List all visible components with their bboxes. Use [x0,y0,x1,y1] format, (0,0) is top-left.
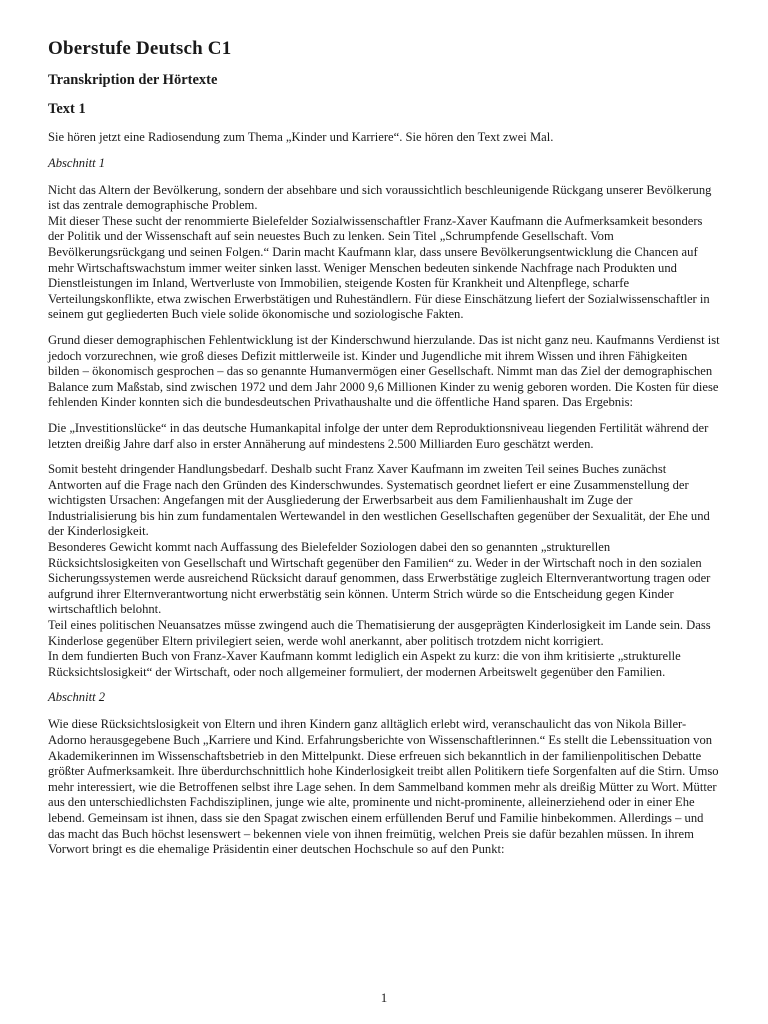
text-heading: Text 1 [48,101,86,117]
paragraph: Teil eines politischen Neuansatzes müsse zwingend auch die Thematisierung der ausgeprägten Kinderlosigkeit im Lande sein. Dass Kinderlose gegenüber Eltern privilegiert seien, werde wohl anerkannt, aber politisch trotzdem nicht korrigiert. [48,618,711,648]
paragraph: Somit besteht dringender Handlungsbedarf. Deshalb sucht Franz Xaver Kaufmann im zweiten Teil seines Buches zunächst Antworten auf die Frage nach den Gründen des Kinderschwundes. Systematisch geordnet liefert er eine Zusammenstellung der wichtigsten Ursachen: Angefangen mit der Ausgliederung der Erwerbsarbeit aus dem Familienhaushalt im Zuge der Industrialisierung bis hin zum fundamentalen Wertewandel in den westlichen Gesellschaften gegenüber der Sexualität, der Ehe und der Kinderlosigkeit. [48,462,710,539]
intro-paragraph: Sie hören jetzt eine Radiosendung zum Thema „Kinder und Karriere“. Sie hören den Text zwei Mal. [48,130,554,144]
paragraph: In dem fundierten Buch von Franz-Xaver Kaufmann kommt lediglich ein Aspekt zu kurz: die von ihm kritisierte „strukturelle Rücksichtslosigkeit“ der Wirtschaft, oder noch allgemeiner formuliert, der modernen Arbeitswelt gegenüber den Familien. [48,649,681,679]
document-title: Oberstufe Deutsch C1 [48,38,232,59]
document-subtitle: Transkription der Hörtexte [48,72,218,88]
paragraph: Nicht das Altern der Bevölkerung, sondern der absehbare und sich voraussichtlich beschleunigende Rückgang unserer Bevölkerung ist das zentrale demographische Problem. [48,182,712,213]
section-1-label: Abschnitt 1 [48,155,106,170]
paragraph: Besonderes Gewicht kommt nach Auffassung des Bielefelder Soziologen dabei den so genannten „strukturellen Rücksichtslosigkeiten von Gesellschaft und Wirtschaft gegenüber den Familien“ zu. Weder in der Wirtschaft noch in den sozialen Sicherungssystemen werde ausreichend Rücksicht darauf genommen, dass Erwerbstätige zugleich Elternverantwortung tragen oder aufgrund ihrer Elternverantwortung nicht erwerbstätig sein können. Unterm Strich würde so die Entscheidung gegen Kinder wirtschaftlich belohnt. [48,540,711,617]
paragraph: Mit dieser These sucht der renommierte Bielefelder Sozialwissenschaftler Franz-Xaver Kaufmann die Aufmerksamkeit besonders der Politik und der Wissenschaft auf sein neuestes Buch zu lenken. Sein Titel „Schrumpfende Gesellschaft. Vom Bevölkerungsrückgang und seinen Folgen.“ Darin macht Kaufmann klar, dass unsere Bevölkerungsentwicklung die Chancen auf mehr Wirtschaftswachstum immer weiter sinken lasst. Weniger Menschen bedeuten sinkende Nachfrage nach Produkten und Dienstleistungen im Inland, Wertverluste von Immobilien, steigende Kosten für Krankheit und Altenpflege, scharfe Verteilungskonflikte, etwa zwischen Erwerbstätigen und Ruheständlern. Für diese Einschätzung liefert der Sozialwissenschaftler in seinem gut gegliederten Buch viele solide ökonomische und soziologische Fakten. [48,213,710,322]
paragraph: Wie diese Rücksichtslosigkeit von Eltern und ihren Kindern ganz alltäglich erlebt wird, veranschaulicht das von Nikola Biller-Adorno herausgegebene Buch „Karriere und Kind. Erfahrungsberichte von Wissenschaftlerinnen.“ Es stellt die Lebenssituation von Akademikerinnen im Wissenschaftsbetrieb in den Mittelpunkt. Diese erfreuen sich bekanntlich in der familienpolitischen Debatte größter Aufmerksamkeit. Ihre überdurchschnittlich hohe Kinderlosigkeit treibt allen Politikern tiefe Sorgenfalten auf die Stirn. Umso mehr interessiert, wie die Betroffenen selbst ihre Lage sehen. In dem Sammelband kommen mehr als dreißig Mütter zu Wort. Mütter aus den unterschiedlichsten Fachdisziplinen, junge wie alte, prominente und nicht-prominente, alleinerziehend oder in einer Ehe lebend. Gemeinsam ist ihnen, dass sie den Spagat zwischen einem erfüllenden Beruf und Familie hinbekommen. Allerdings – und das macht das Buch höchst lesenswert – bekennen viele von ihnen freimütig, welchen Preis sie dafür bezahlen müssen. In ihrem Vorwort bringt es die ehemalige Präsidentin einer deutschen Hochschule so auf den Punkt: [48,717,719,857]
page-number: 1 [380,990,388,1005]
section-2-label: Abschnitt 2 [48,690,106,705]
paragraph: Die „Investitionslücke“ in das deutsche Humankapital infolge der unter dem Reproduktionsniveau liegenden Fertilität während der letzten dreißig Jahre darf also in erster Annäherung auf mindestens 2.500 Milliarden Euro geschätzt werden. [48,420,709,451]
paragraph: Grund dieser demographischen Fehlentwicklung ist der Kinderschwund hierzulande. Das ist nicht ganz neu. Kaufmanns Verdienst ist jedoch vorzurechnen, wie groß dieses Defizit mittlerweile ist. Kinder und Jugendliche mit ihrem Wissen und ihren Fähigkeiten bilden – ökonomisch gesprochen – das so genannte Humanvermögen einer Gesellschaft. Nimmt man das Ziel der demographischen Balance zum Maßstab, sind zwischen 1972 und dem Jahr 2000 9,6 Millionen Kinder zu wenig geboren worden. Die Kosten für diese fehlenden Kinder konnten sich die bundesdeutschen Privathaushalte und die öffentliche Hand sparen. Das Ergebnis: [48,332,720,410]
